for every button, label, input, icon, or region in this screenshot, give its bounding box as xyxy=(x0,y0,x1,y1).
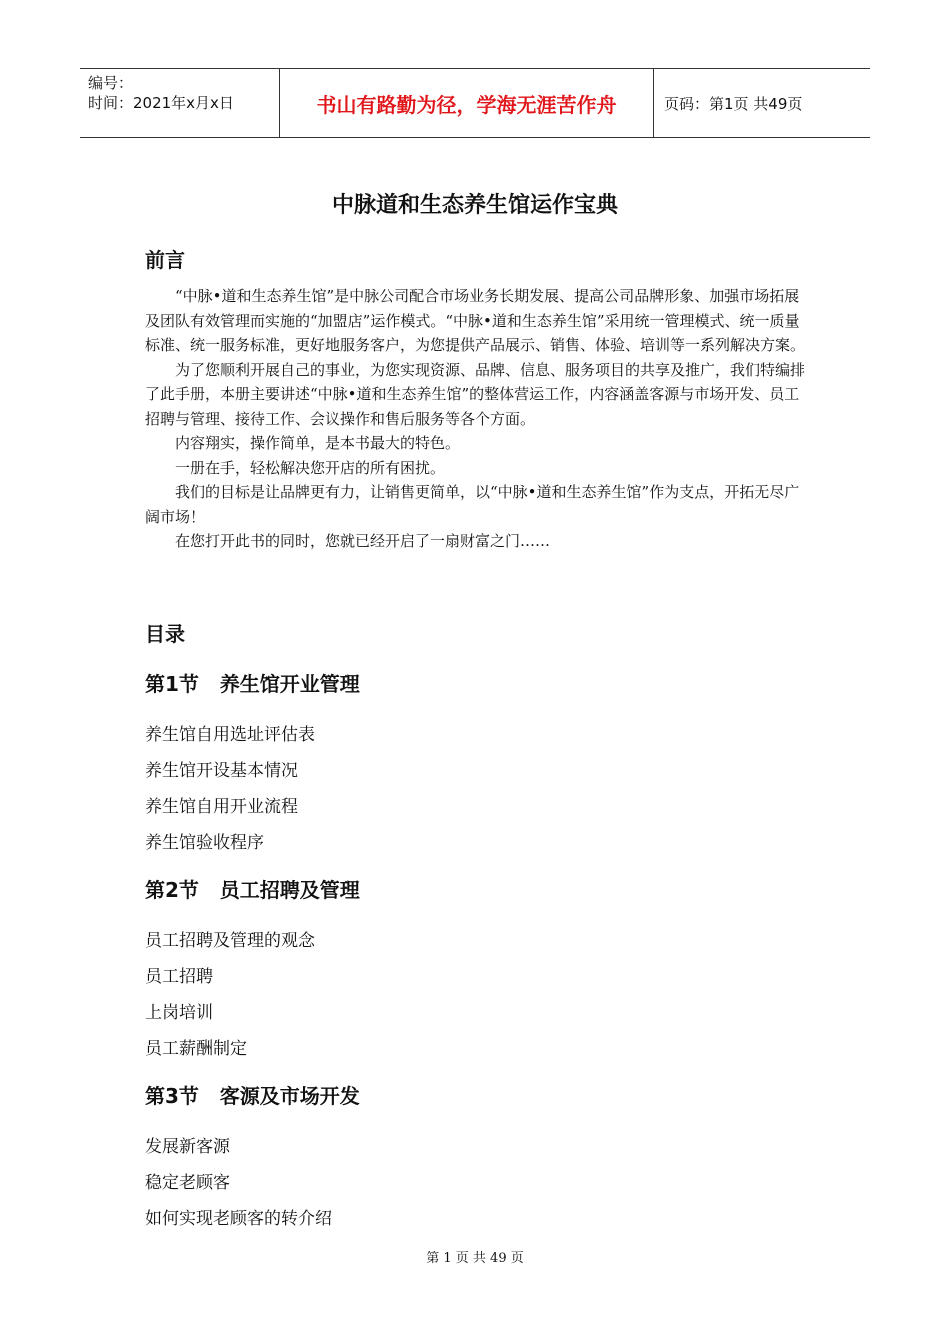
preface-paragraph: “中脉•道和生态养生馆”是中脉公司配合市场业务长期发展、提高公司品牌形象、加强市场拓展及团队有效管理而实施的“加盟店”运作模式。“中脉•道和生态养生馆”采用统一管理模式、统一质量标准、统一服务标准，更好地服务客户，为您提供产品展示、销售、体验、培训等一系列解决方案。 xyxy=(145,287,806,354)
toc-item[interactable]: 养生馆验收程序 xyxy=(145,833,264,853)
header-table xyxy=(80,68,870,138)
toc-item[interactable]: 养生馆开设基本情况 xyxy=(145,761,298,781)
document-title: 中脉道和生态养生馆运作宝典 xyxy=(331,193,618,218)
toc-item[interactable]: 养生馆自用选址评估表 xyxy=(145,725,315,745)
toc-item[interactable]: 稳定老顾客 xyxy=(145,1173,230,1193)
toc-item[interactable]: 员工薪酬制定 xyxy=(145,1039,247,1059)
toc-item[interactable]: 如何实现老顾客的转介绍 xyxy=(145,1209,332,1229)
preface-body xyxy=(145,284,810,554)
preface-paragraph: 内容翔实，操作简单，是本书最大的特色。 xyxy=(175,434,461,452)
header-meta xyxy=(80,69,280,137)
toc-section-title: 第1节 养生馆开业管理 xyxy=(145,672,360,696)
toc-heading: 目录 xyxy=(145,622,185,646)
toc-section-title: 第2节 员工招聘及管理 xyxy=(145,878,360,902)
time-label: 时间：2021年x月x日 xyxy=(88,94,234,112)
toc-item[interactable]: 发展新客源 xyxy=(145,1137,230,1157)
preface-paragraph: 在您打开此书的同时，您就已经开启了一扇财富之门…… xyxy=(175,532,551,550)
toc-item[interactable]: 员工招聘及管理的观念 xyxy=(145,931,315,951)
toc-item[interactable]: 上岗培训 xyxy=(145,1003,213,1023)
preface-paragraph: 一册在手，轻松解决您开店的所有困扰。 xyxy=(175,458,446,477)
header-page-info: 页码：第1页 共49页 xyxy=(664,94,803,113)
toc-section-title: 第3节 客源及市场开发 xyxy=(145,1084,360,1108)
header-motto: 书山有路勤为径，学海无涯苦作舟 xyxy=(280,69,654,137)
toc-item[interactable]: 员工招聘 xyxy=(145,967,213,987)
preface-paragraph: 为了您顺利开展自己的事业，为您实现资源、品牌、信息、服务项目的共享及推广，我们特编排了此手册，本册主要讲述“中脉•道和生态养生馆”的整体营运工作，内容涵盖客源与市场开发、员工招聘与管理、接待工作、会议操作和售后服务等各个方面。 xyxy=(145,360,806,428)
number-label: 编号： xyxy=(88,74,134,92)
page-footer: 第 1 页 共 49 页 xyxy=(426,1251,524,1266)
toc-item[interactable]: 养生馆自用开业流程 xyxy=(145,797,298,817)
preface-paragraph: 我们的目标是让品牌更有力，让销售更简单，以“中脉•道和生态养生馆”作为支点，开拓无尽广阔市场！ xyxy=(145,483,800,526)
preface-heading: 前言 xyxy=(145,248,185,272)
